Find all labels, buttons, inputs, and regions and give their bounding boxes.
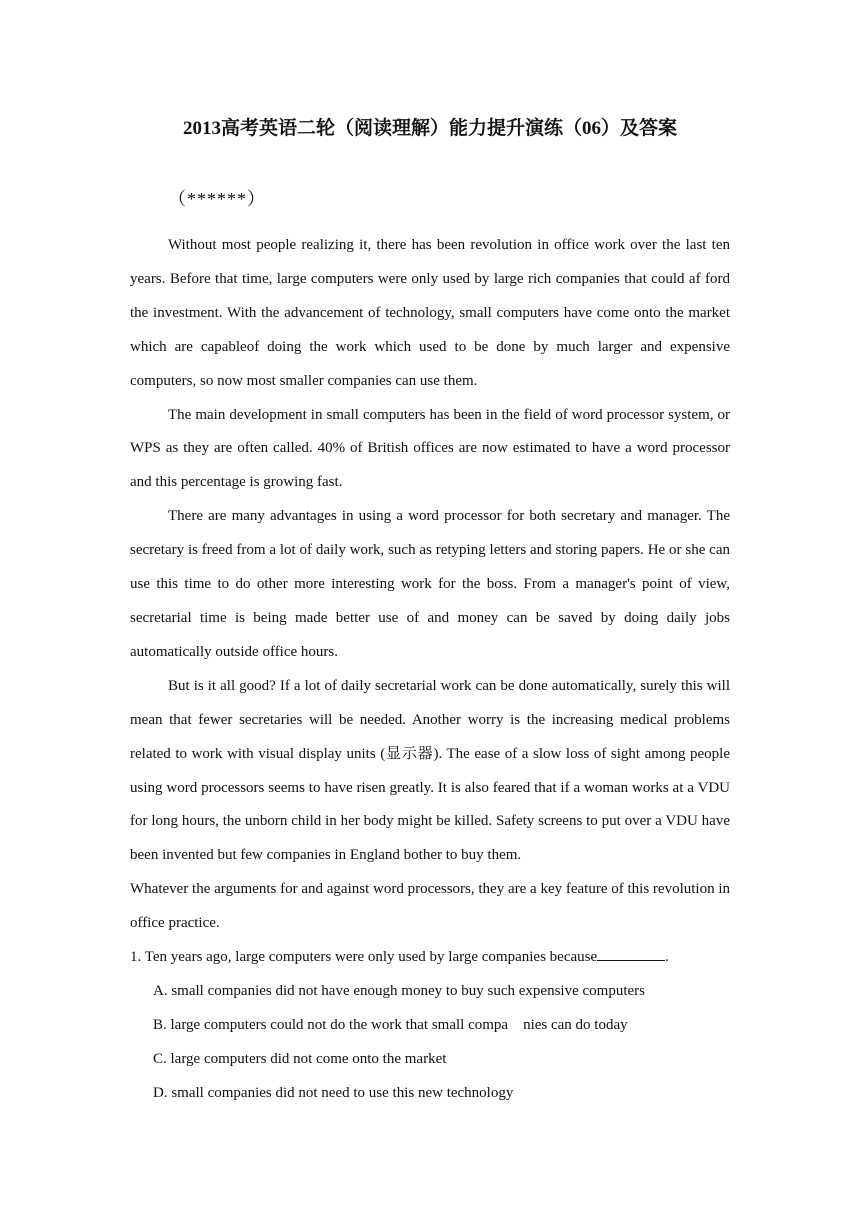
option-b: B. large computers could not do the work that small compa nies can do today [153, 1016, 628, 1033]
paragraph-5: Whatever the arguments for and against word processors, they are a key feature of this revolution in office practice. [130, 881, 730, 932]
paragraph-2: The main development in small computers has been in the field of word processor system, or WPS as they are often called. 40% of British offices are now estimated to have a word processor and this percentage is growing fast. [130, 406, 730, 491]
paragraph-1: Without most people realizing it, there has been revolution in office work over the last ten years. Before that time, large computers were only used by large rich companies that could af ford the investment. With the advancement of technology, small computers have come onto the market which are capableof doing the work which used to be done by much larger and expensive computers, so now most smaller companies can use them. [130, 237, 730, 389]
option-c: C. large computers did not come onto the market [153, 1050, 447, 1067]
option-d: D. small companies did not need to use this new technology [153, 1084, 514, 1101]
question-stem-text: 1. Ten years ago, large computers were only used by large companies because [130, 949, 598, 966]
question-stem-end: . [665, 949, 669, 966]
paragraph-3: There are many advantages in using a word processor for both secretary and manager. The secretary is freed from a lot of daily work, such as retyping letters and storing papers. He or she can use this time to do other more interesting work for the boss. From a manager's point of view, secretarial time is being made better use of and money can be saved by doing daily jobs automatically outside office hours. [130, 508, 730, 660]
answer-options [130, 975, 730, 1111]
document-body [130, 229, 730, 1111]
source-note: （******） [168, 189, 266, 209]
answer-blank [597, 946, 665, 961]
option-a: A. small companies did not have enough money to buy such expensive computers [153, 982, 645, 999]
paragraph-4: But is it all good? If a lot of daily secretarial work can be done automatically, surely this will mean that fewer secretaries will be needed. Another worry is the increasing medical problems related to work with visual display units (显示器). The ease of a slow loss of sight among people using word processors seems to have risen greatly. It is also feared that if a woman works at a VDU for long hours, the unborn child in her body might be killed. Safety screens to put over a VDU have been invented but few companies in England bother to buy them. [130, 677, 730, 864]
document-title: 2013高考英语二轮（阅读理解）能力提升演练（06）及答案 [182, 118, 677, 139]
question-stem [130, 941, 730, 975]
